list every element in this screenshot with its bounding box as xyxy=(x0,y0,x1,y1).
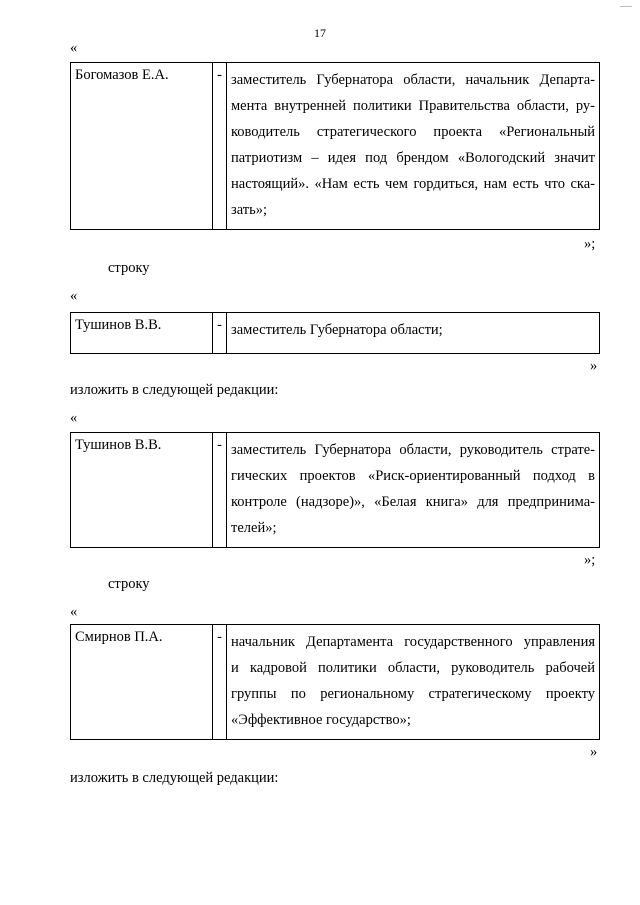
text-line: начальник Департамента государственного управления xyxy=(231,634,595,650)
open-quote: « xyxy=(70,288,78,304)
table-row xyxy=(70,62,600,230)
label-izlozhit: изложить в следующей редакции: xyxy=(70,770,279,786)
text-line: гических проектов «Риск-ориентированный подход в xyxy=(231,468,595,484)
text-line: заместитель Губернатора области; xyxy=(231,322,443,338)
text-line: мента внутренней политики Правительства области, ру- xyxy=(231,98,595,114)
text-line: зать»; xyxy=(231,202,268,218)
person-name: Тушинов В.В. xyxy=(71,313,213,353)
close-quote: » xyxy=(590,744,598,760)
text-line: заместитель Губернатора области, руководитель страте- xyxy=(231,442,595,458)
open-quote: « xyxy=(70,410,78,426)
label-izlozhit: изложить в следующей редакции: xyxy=(70,382,279,398)
position-text xyxy=(227,63,599,229)
label-stroku: строку xyxy=(108,260,150,276)
close-quote: »; xyxy=(584,236,596,252)
person-name: Смирнов П.А. xyxy=(71,625,213,739)
text-line: «Эффективное государство»; xyxy=(231,712,411,728)
position-text xyxy=(227,313,599,353)
text-line: настоящий». «Нам есть чем гордиться, нам есть что ска- xyxy=(231,176,595,192)
dash: - xyxy=(213,433,227,547)
text-line: патриотизм – идея под брендом «Вологодский значит xyxy=(231,150,595,166)
page-number: 17 xyxy=(314,26,326,40)
table-row xyxy=(70,624,600,740)
table-row xyxy=(70,432,600,548)
person-name: Тушинов В.В. xyxy=(71,433,213,547)
text-line: телей»; xyxy=(231,520,277,536)
open-quote: « xyxy=(70,604,78,620)
dash: - xyxy=(213,625,227,739)
position-text xyxy=(227,433,599,547)
table-row xyxy=(70,312,600,354)
text-line: контроле (надзоре)», «Белая книга» для предпринима- xyxy=(231,494,595,510)
text-line: заместитель Губернатора области, начальник Департа- xyxy=(231,72,595,88)
dash: - xyxy=(213,313,227,353)
text-line: группы по региональному стратегическому проекту xyxy=(231,686,595,702)
person-name: Богомазов Е.А. xyxy=(71,63,213,229)
position-text xyxy=(227,625,599,739)
close-quote: »; xyxy=(584,552,596,568)
close-quote: » xyxy=(590,358,598,374)
text-line: и кадровой политики области, руководитель рабочей xyxy=(231,660,595,676)
text-line: ководитель стратегического проекта «Региональный xyxy=(231,124,595,140)
corner-mark: ...... xyxy=(620,0,632,9)
dash: - xyxy=(213,63,227,229)
open-quote: « xyxy=(70,40,78,56)
label-stroku: строку xyxy=(108,576,150,592)
